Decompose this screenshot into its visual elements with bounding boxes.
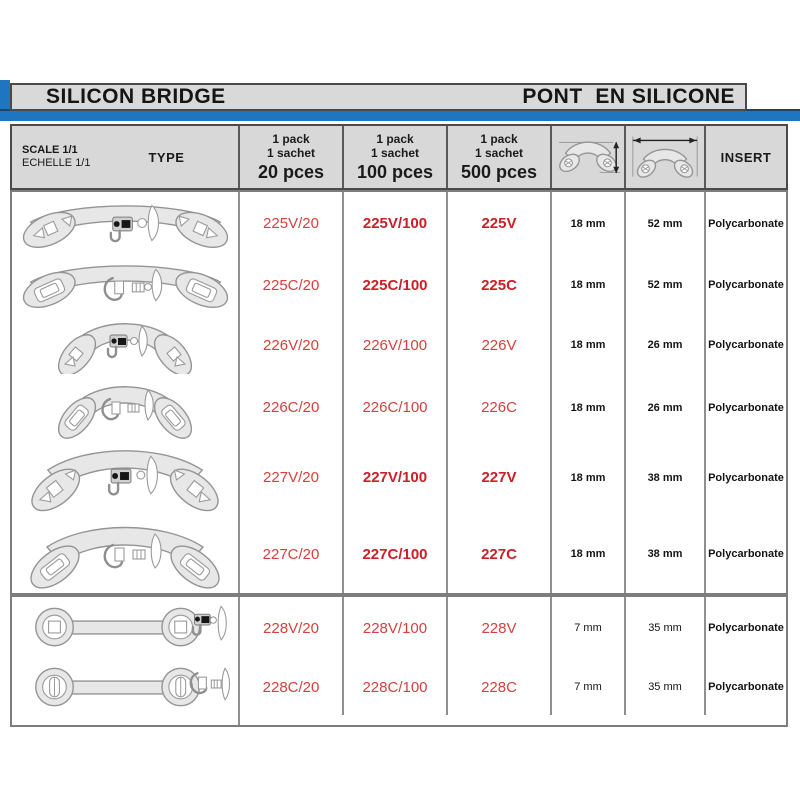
product-image-227c	[12, 515, 238, 593]
code-pack500: 225C	[481, 276, 517, 294]
code-pack500: 228V	[481, 619, 517, 637]
code-pack100: 225C/100	[362, 276, 428, 294]
width-value: 52 mm	[647, 217, 683, 230]
height-value: 7 mm	[574, 681, 602, 693]
code-pack20: 228C/20	[262, 678, 320, 696]
code-pack500: 225V	[481, 215, 517, 232]
code-pack20: 226C/20	[262, 399, 320, 416]
scale-label: SCALE 1/1 ECHELLE 1/1	[22, 144, 91, 169]
page-title-bar	[10, 83, 747, 111]
table-body-upper	[10, 190, 788, 595]
header-cell-pack500: 1 pack 1 sachet 500 pces	[448, 126, 552, 188]
width-value: 35 mm	[648, 622, 682, 634]
insert-material: Polycarbonate	[708, 401, 784, 414]
table-body-lower	[10, 595, 788, 727]
width-value: 38 mm	[647, 471, 683, 484]
code-pack20: 225C/20	[262, 276, 320, 294]
code-pack100: 227C/100	[362, 545, 428, 563]
insert-material: Polycarbonate	[708, 339, 784, 351]
code-pack100: 226C/100	[362, 399, 428, 416]
code-pack100: 225V/100	[362, 215, 428, 232]
header-cell-pack100: 1 pack 1 sachet 100 pces	[344, 126, 448, 188]
insert-material: Polycarbonate	[708, 471, 784, 484]
code-pack20: 225V/20	[263, 215, 319, 232]
code-pack500: 227C	[481, 545, 517, 563]
height-value: 18 mm	[570, 279, 606, 291]
code-pack500: 226V	[481, 336, 517, 354]
code-pack100: 228V/100	[362, 619, 428, 637]
product-image-225v	[12, 192, 238, 255]
page-title-fr: PONT EN SILICONE	[522, 85, 735, 108]
header-cell-pack20: 1 pack 1 sachet 20 pces	[240, 126, 344, 188]
type-image-column-upper	[12, 192, 240, 593]
product-image-226v	[12, 315, 238, 375]
header-cell-height	[552, 126, 626, 188]
height-value: 18 mm	[570, 217, 606, 230]
insert-material: Polycarbonate	[708, 217, 784, 230]
width-value: 35 mm	[648, 681, 682, 693]
code-pack20: 228V/20	[263, 619, 319, 637]
code-pack100: 226V/100	[362, 336, 428, 354]
code-pack500: 227V	[481, 469, 517, 486]
height-value: 18 mm	[570, 471, 606, 484]
product-image-228v	[12, 597, 238, 659]
height-value: 18 mm	[570, 339, 606, 351]
header-cell-type	[12, 126, 240, 188]
type-image-column-lower	[12, 597, 240, 725]
code-pack20: 226V/20	[263, 336, 319, 354]
width-value: 26 mm	[647, 339, 683, 351]
type-column-label: TYPE	[148, 149, 185, 165]
code-pack500: 228C	[481, 678, 517, 696]
page-title-en: SILICON BRIDGE	[46, 85, 226, 108]
insert-material: Polycarbonate	[708, 622, 784, 634]
code-pack500: 226C	[481, 399, 517, 416]
product-image-225c	[12, 255, 238, 315]
bridge-height-measure-icon	[553, 131, 623, 183]
header-cell-insert: INSERT	[720, 149, 772, 165]
insert-material: Polycarbonate	[708, 548, 784, 560]
height-value: 18 mm	[570, 401, 606, 414]
product-image-228c	[12, 659, 238, 715]
insert-material: Polycarbonate	[708, 681, 784, 693]
width-value: 52 mm	[647, 279, 683, 291]
code-pack20: 227V/20	[263, 469, 319, 486]
height-value: 7 mm	[574, 622, 602, 634]
code-pack100: 228C/100	[362, 678, 428, 696]
product-image-227v	[12, 440, 238, 515]
header-cell-width	[626, 126, 706, 188]
product-image-226c	[12, 375, 238, 440]
code-pack20: 227C/20	[262, 545, 320, 563]
insert-material: Polycarbonate	[708, 279, 784, 291]
width-value: 26 mm	[647, 401, 683, 414]
width-value: 38 mm	[647, 548, 683, 560]
code-pack100: 227V/100	[362, 469, 428, 486]
height-value: 18 mm	[570, 548, 606, 560]
bridge-width-measure-icon	[626, 131, 704, 183]
table-header-row	[10, 124, 788, 190]
